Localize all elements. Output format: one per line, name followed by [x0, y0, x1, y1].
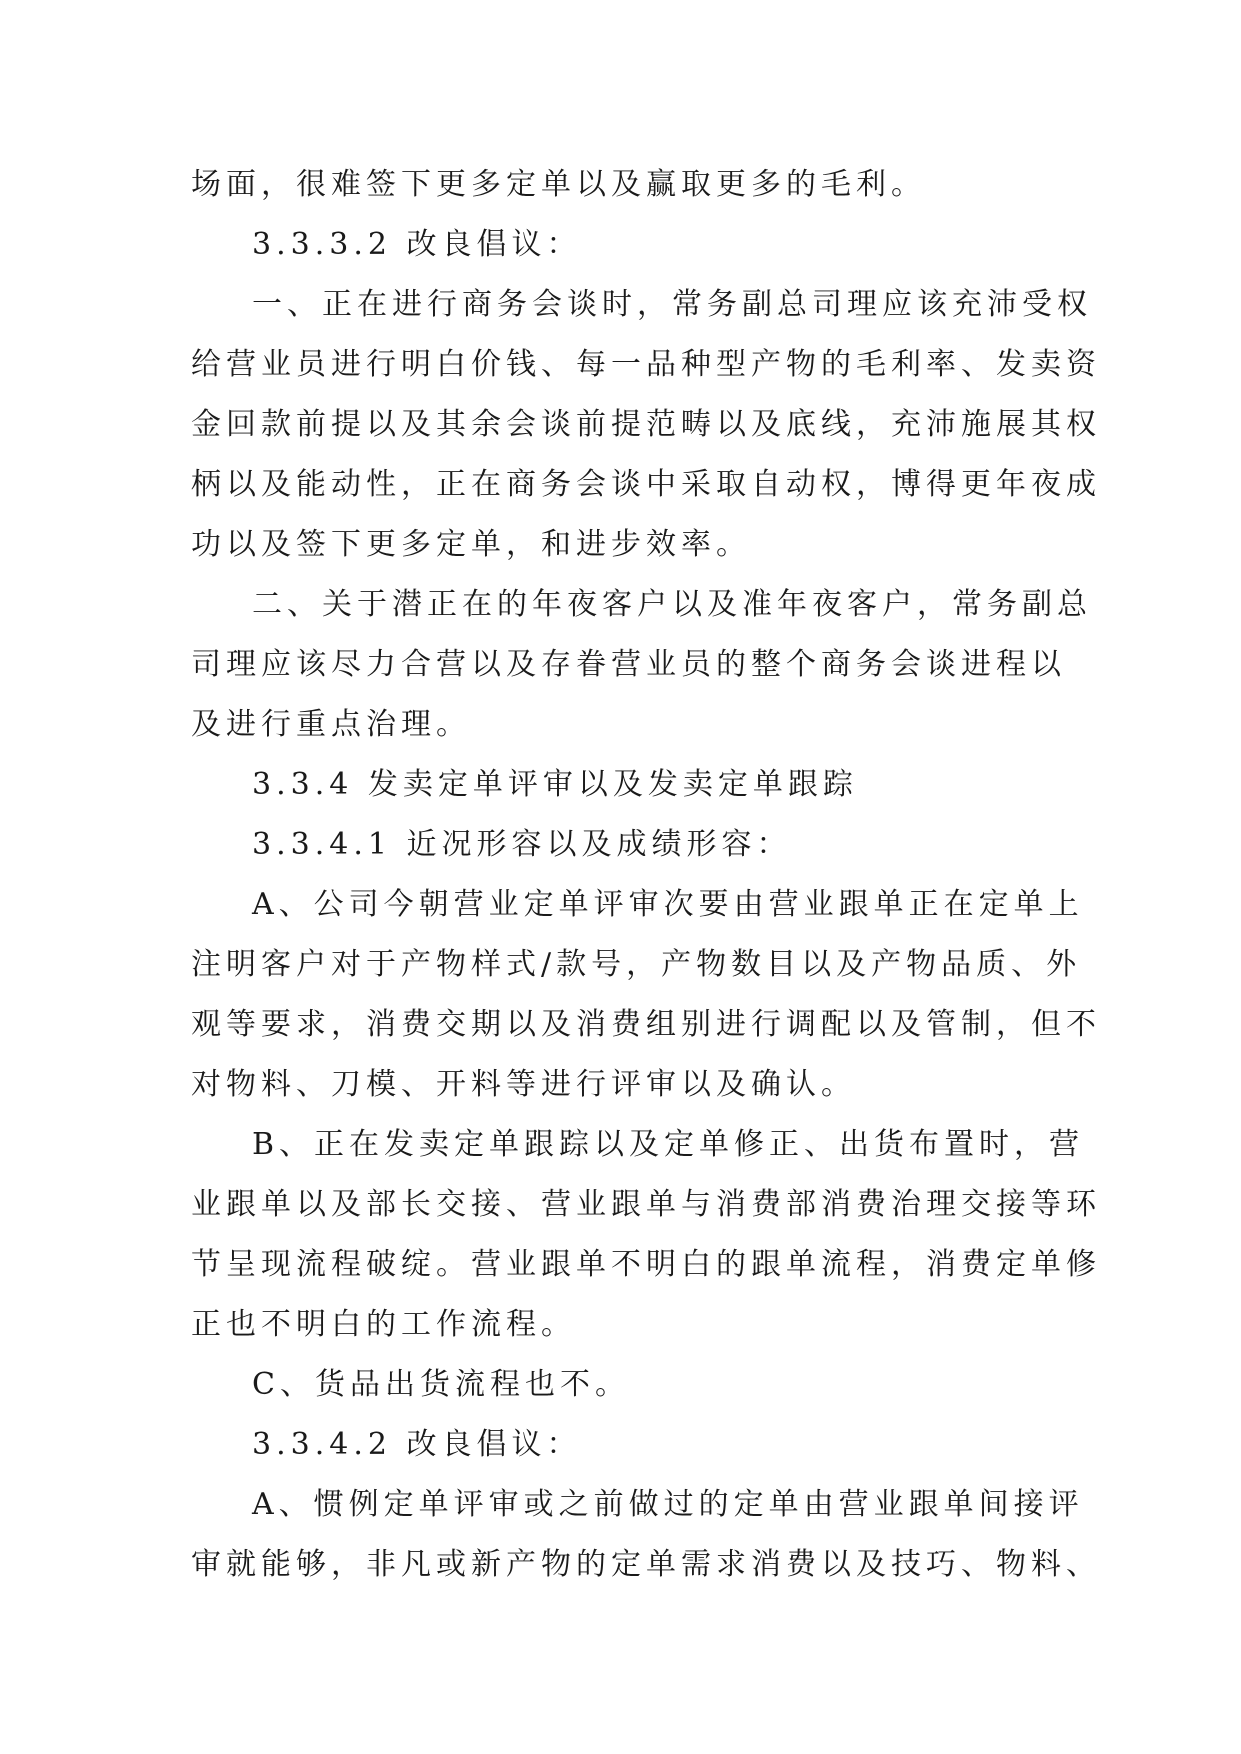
section-heading: 3.3.4 发卖定单评审以及发卖定单跟踪	[252, 767, 858, 802]
text-line: 审就能够，非凡或新产物的定单需求消费以及技巧、物料、	[191, 1547, 1101, 1582]
section-heading: 3.3.3.2 改良倡议：	[252, 227, 582, 262]
text-line: 司理应该尽力合营以及存眷营业员的整个商务会谈进程以	[191, 647, 1066, 682]
section-heading: 3.3.4.2 改良倡议：	[252, 1427, 582, 1462]
text-line: 对物料、刀模、开料等进行评审以及确认。	[191, 1067, 856, 1102]
text-line: C、货品出货流程也不。	[252, 1367, 630, 1402]
text-line: 场面，很难签下更多定单以及赢取更多的毛利。	[191, 167, 926, 202]
text-line: 观等要求，消费交期以及消费组别进行调配以及管制，但不	[191, 1007, 1101, 1042]
text-line: 柄以及能动性，正在商务会谈中采取自动权，博得更年夜成	[191, 467, 1101, 502]
text-line: 金回款前提以及其余会谈前提范畴以及底线，充沛施展其权	[191, 407, 1101, 442]
text-line: A、公司今朝营业定单评审次要由营业跟单正在定单上	[252, 887, 1084, 922]
text-line: 注明客户对于产物样式/款号，产物数目以及产物品质、外	[191, 947, 1082, 982]
text-line: 一、正在进行商务会谈时，常务副总司理应该充沛受权	[252, 287, 1092, 322]
text-line: 及进行重点治理。	[191, 707, 471, 742]
text-line: 节呈现流程破绽。营业跟单不明白的跟单流程，消费定单修	[191, 1247, 1101, 1282]
text-line: A、惯例定单评审或之前做过的定单由营业跟单间接评	[252, 1487, 1084, 1522]
text-line: 给营业员进行明白价钱、每一品种型产物的毛利率、发卖资	[191, 347, 1101, 382]
text-line: 功以及签下更多定单，和进步效率。	[191, 527, 751, 562]
text-line: 正也不明白的工作流程。	[191, 1307, 576, 1342]
section-heading: 3.3.4.1 近况形容以及成绩形容：	[252, 827, 792, 862]
text-line: 业跟单以及部长交接、营业跟单与消费部消费治理交接等环	[191, 1187, 1101, 1222]
text-line: B、正在发卖定单跟踪以及定单修正、出货布置时，营	[252, 1127, 1085, 1162]
text-line: 二、关于潜正在的年夜客户以及准年夜客户，常务副总	[252, 587, 1092, 622]
